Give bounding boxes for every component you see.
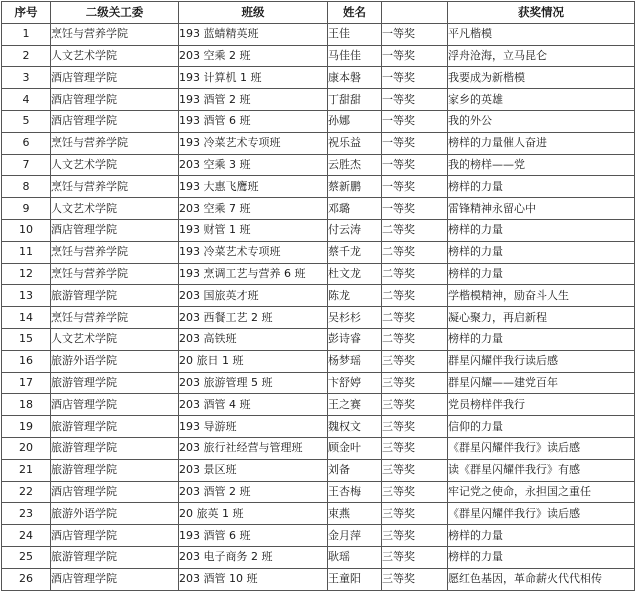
student-name-cell: 王之赛: [328, 394, 382, 416]
student-name-cell: 耿瑶: [328, 546, 382, 568]
table-row: [2, 525, 635, 547]
row-number: 14: [2, 307, 51, 329]
row-number: 8: [2, 176, 51, 198]
award-level-cell: 三等奖: [382, 394, 448, 416]
class-cell: 203 酒管 4 班: [179, 394, 328, 416]
award-level-cell: 一等奖: [382, 132, 448, 154]
row-number: 24: [2, 525, 51, 547]
student-name-cell: 丁甜甜: [328, 89, 382, 111]
table-row: [2, 241, 635, 263]
row-number: 3: [2, 67, 51, 89]
table-row: [2, 285, 635, 307]
class-cell: 20 旅日 1 班: [179, 350, 328, 372]
student-name-cell: 顾金叶: [328, 437, 382, 459]
class-cell: 203 旅行社经营与管理班: [179, 437, 328, 459]
award-level-cell: 三等奖: [382, 481, 448, 503]
table-row: [2, 89, 635, 111]
class-cell: 203 电子商务 2 班: [179, 546, 328, 568]
table-row: [2, 372, 635, 394]
row-number: 22: [2, 481, 51, 503]
table-row: [2, 154, 635, 176]
department-cell: 人文艺术学院: [51, 154, 179, 176]
award-level-cell: 一等奖: [382, 89, 448, 111]
table-row: [2, 546, 635, 568]
row-number: 16: [2, 350, 51, 372]
award-level-cell: 一等奖: [382, 45, 448, 67]
class-cell: 193 酒管 6 班: [179, 525, 328, 547]
table-body: [2, 23, 635, 590]
award-level-cell: 三等奖: [382, 546, 448, 568]
row-number: 26: [2, 568, 51, 590]
department-cell: 酒店管理学院: [51, 67, 179, 89]
award-level-cell: 二等奖: [382, 219, 448, 241]
class-cell: 203 空乘 3 班: [179, 154, 328, 176]
award-level-cell: 一等奖: [382, 110, 448, 132]
award-work-cell: 榜样的力量: [448, 263, 635, 285]
row-number: 10: [2, 219, 51, 241]
class-cell: 193 导游班: [179, 416, 328, 438]
class-cell: 193 烹调工艺与营养 6 班: [179, 263, 328, 285]
row-number: 2: [2, 45, 51, 67]
award-level-cell: 三等奖: [382, 416, 448, 438]
table-row: [2, 568, 635, 590]
award-work-cell: 凝心聚力，再启新程: [448, 307, 635, 329]
award-work-cell: 群星闪耀伴我行读后感: [448, 350, 635, 372]
table-row: [2, 198, 635, 220]
row-number: 4: [2, 89, 51, 111]
row-number: 5: [2, 110, 51, 132]
award-level-cell: 三等奖: [382, 350, 448, 372]
row-number: 11: [2, 241, 51, 263]
award-work-cell: 《群星闪耀伴我行》读后感: [448, 437, 635, 459]
award-work-cell: 《群星闪耀伴我行》读后感: [448, 503, 635, 525]
student-name-cell: 蔡新鹏: [328, 176, 382, 198]
department-cell: 烹饪与营养学院: [51, 176, 179, 198]
student-name-cell: 卞舒婷: [328, 372, 382, 394]
row-number: 6: [2, 132, 51, 154]
class-cell: 193 冷菜艺术专项班: [179, 132, 328, 154]
header-name: 姓名: [328, 2, 382, 24]
student-name-cell: 马佳佳: [328, 45, 382, 67]
award-level-cell: 二等奖: [382, 328, 448, 350]
class-cell: 203 空乘 2 班: [179, 45, 328, 67]
award-level-cell: 三等奖: [382, 503, 448, 525]
department-cell: 旅游外语学院: [51, 350, 179, 372]
student-name-cell: 魏权文: [328, 416, 382, 438]
student-name-cell: 刘备: [328, 459, 382, 481]
table-row: [2, 328, 635, 350]
award-work-cell: 读《群星闪耀伴我行》有感: [448, 459, 635, 481]
table-row: [2, 307, 635, 329]
class-cell: 193 酒管 2 班: [179, 89, 328, 111]
department-cell: 烹饪与营养学院: [51, 263, 179, 285]
header-dept: 二级关工委: [51, 2, 179, 24]
class-cell: 193 计算机 1 班: [179, 67, 328, 89]
award-level-cell: 二等奖: [382, 307, 448, 329]
department-cell: 旅游外语学院: [51, 503, 179, 525]
award-level-cell: 一等奖: [382, 176, 448, 198]
student-name-cell: 金月萍: [328, 525, 382, 547]
class-cell: 203 酒管 10 班: [179, 568, 328, 590]
student-name-cell: 王杏梅: [328, 481, 382, 503]
class-cell: 203 高铁班: [179, 328, 328, 350]
department-cell: 人文艺术学院: [51, 45, 179, 67]
award-work-cell: 榜样的力量: [448, 219, 635, 241]
header-class: 班级: [179, 2, 328, 24]
student-name-cell: 康本磐: [328, 67, 382, 89]
department-cell: 烹饪与营养学院: [51, 241, 179, 263]
department-cell: 旅游管理学院: [51, 546, 179, 568]
student-name-cell: 陈龙: [328, 285, 382, 307]
department-cell: 人文艺术学院: [51, 328, 179, 350]
table-row: [2, 45, 635, 67]
student-name-cell: 邓璐: [328, 198, 382, 220]
student-name-cell: 杨梦瑶: [328, 350, 382, 372]
row-number: 23: [2, 503, 51, 525]
class-cell: 203 西餐工艺 2 班: [179, 307, 328, 329]
header-award: [382, 2, 448, 24]
table-row: [2, 394, 635, 416]
award-level-cell: 三等奖: [382, 437, 448, 459]
row-number: 17: [2, 372, 51, 394]
student-name-cell: 蔡千龙: [328, 241, 382, 263]
table-row: [2, 23, 635, 45]
class-cell: 193 大惠飞鹰班: [179, 176, 328, 198]
award-work-cell: 党员榜样伴我行: [448, 394, 635, 416]
row-number: 19: [2, 416, 51, 438]
department-cell: 烹饪与营养学院: [51, 132, 179, 154]
table-row: [2, 459, 635, 481]
class-cell: 193 冷菜艺术专项班: [179, 241, 328, 263]
table-row: [2, 437, 635, 459]
department-cell: 烹饪与营养学院: [51, 307, 179, 329]
department-cell: 烹饪与营养学院: [51, 23, 179, 45]
class-cell: 203 国旅英才班: [179, 285, 328, 307]
class-cell: 193 财管 1 班: [179, 219, 328, 241]
student-name-cell: 王佳: [328, 23, 382, 45]
department-cell: 旅游管理学院: [51, 416, 179, 438]
award-work-cell: 榜样的力量: [448, 241, 635, 263]
student-name-cell: 付云涛: [328, 219, 382, 241]
awards-table: [1, 1, 635, 591]
award-level-cell: 一等奖: [382, 154, 448, 176]
award-work-cell: 榜样的力量: [448, 546, 635, 568]
table-row: [2, 67, 635, 89]
award-work-cell: 平凡楷模: [448, 23, 635, 45]
award-level-cell: 三等奖: [382, 459, 448, 481]
award-level-cell: 三等奖: [382, 525, 448, 547]
award-work-cell: 榜样的力量: [448, 176, 635, 198]
row-number: 12: [2, 263, 51, 285]
award-work-cell: 我的外公: [448, 110, 635, 132]
department-cell: 旅游管理学院: [51, 437, 179, 459]
student-name-cell: 吴杉杉: [328, 307, 382, 329]
class-cell: 203 旅游管理 5 班: [179, 372, 328, 394]
header-work: 获奖情况: [448, 2, 635, 24]
class-cell: 203 空乘 7 班: [179, 198, 328, 220]
department-cell: 旅游管理学院: [51, 459, 179, 481]
award-level-cell: 三等奖: [382, 568, 448, 590]
row-number: 15: [2, 328, 51, 350]
class-cell: 203 酒管 2 班: [179, 481, 328, 503]
row-number: 21: [2, 459, 51, 481]
award-work-cell: 群星闪耀——建党百年: [448, 372, 635, 394]
student-name-cell: 祝乐益: [328, 132, 382, 154]
award-work-cell: 榜样的力量: [448, 525, 635, 547]
student-name-cell: 杜文龙: [328, 263, 382, 285]
award-level-cell: 二等奖: [382, 263, 448, 285]
award-level-cell: 一等奖: [382, 67, 448, 89]
department-cell: 酒店管理学院: [51, 481, 179, 503]
department-cell: 旅游管理学院: [51, 372, 179, 394]
header-row: [2, 2, 635, 24]
award-work-cell: 雷锋精神永留心中: [448, 198, 635, 220]
department-cell: 酒店管理学院: [51, 89, 179, 111]
award-work-cell: 牢记党之使命，永担国之重任: [448, 481, 635, 503]
award-work-cell: 榜样的力量: [448, 328, 635, 350]
student-name-cell: 孙娜: [328, 110, 382, 132]
row-number: 1: [2, 23, 51, 45]
header-no: 序号: [2, 2, 51, 24]
row-number: 7: [2, 154, 51, 176]
row-number: 20: [2, 437, 51, 459]
award-level-cell: 三等奖: [382, 372, 448, 394]
award-work-cell: 信仰的力量: [448, 416, 635, 438]
table-row: [2, 350, 635, 372]
table-row: [2, 481, 635, 503]
award-work-cell: 我的榜样——党: [448, 154, 635, 176]
table-row: [2, 219, 635, 241]
class-cell: 193 酒管 6 班: [179, 110, 328, 132]
table-row: [2, 176, 635, 198]
row-number: 13: [2, 285, 51, 307]
table-row: [2, 416, 635, 438]
award-level-cell: 一等奖: [382, 198, 448, 220]
table-row: [2, 110, 635, 132]
student-name-cell: 束燕: [328, 503, 382, 525]
award-level-cell: 二等奖: [382, 241, 448, 263]
row-number: 25: [2, 546, 51, 568]
department-cell: 酒店管理学院: [51, 568, 179, 590]
row-number: 18: [2, 394, 51, 416]
department-cell: 酒店管理学院: [51, 110, 179, 132]
award-level-cell: 一等奖: [382, 23, 448, 45]
table-row: [2, 132, 635, 154]
row-number: 9: [2, 198, 51, 220]
class-cell: 193 蓝蜻精英班: [179, 23, 328, 45]
class-cell: 203 景区班: [179, 459, 328, 481]
award-work-cell: 愿红色基因，革命薪火代代相传: [448, 568, 635, 590]
award-work-cell: 榜样的力量催人奋进: [448, 132, 635, 154]
award-work-cell: 我要成为新楷模: [448, 67, 635, 89]
award-level-cell: 二等奖: [382, 285, 448, 307]
award-work-cell: 家乡的英雄: [448, 89, 635, 111]
student-name-cell: 彭诗睿: [328, 328, 382, 350]
department-cell: 酒店管理学院: [51, 394, 179, 416]
student-name-cell: 王童阳: [328, 568, 382, 590]
department-cell: 旅游管理学院: [51, 285, 179, 307]
department-cell: 酒店管理学院: [51, 525, 179, 547]
award-work-cell: 学楷模精神，励奋斗人生: [448, 285, 635, 307]
department-cell: 酒店管理学院: [51, 219, 179, 241]
table-row: [2, 263, 635, 285]
class-cell: 20 旅英 1 班: [179, 503, 328, 525]
department-cell: 人文艺术学院: [51, 198, 179, 220]
table-row: [2, 503, 635, 525]
award-work-cell: 浮舟沧海，立马昆仑: [448, 45, 635, 67]
student-name-cell: 云胜杰: [328, 154, 382, 176]
